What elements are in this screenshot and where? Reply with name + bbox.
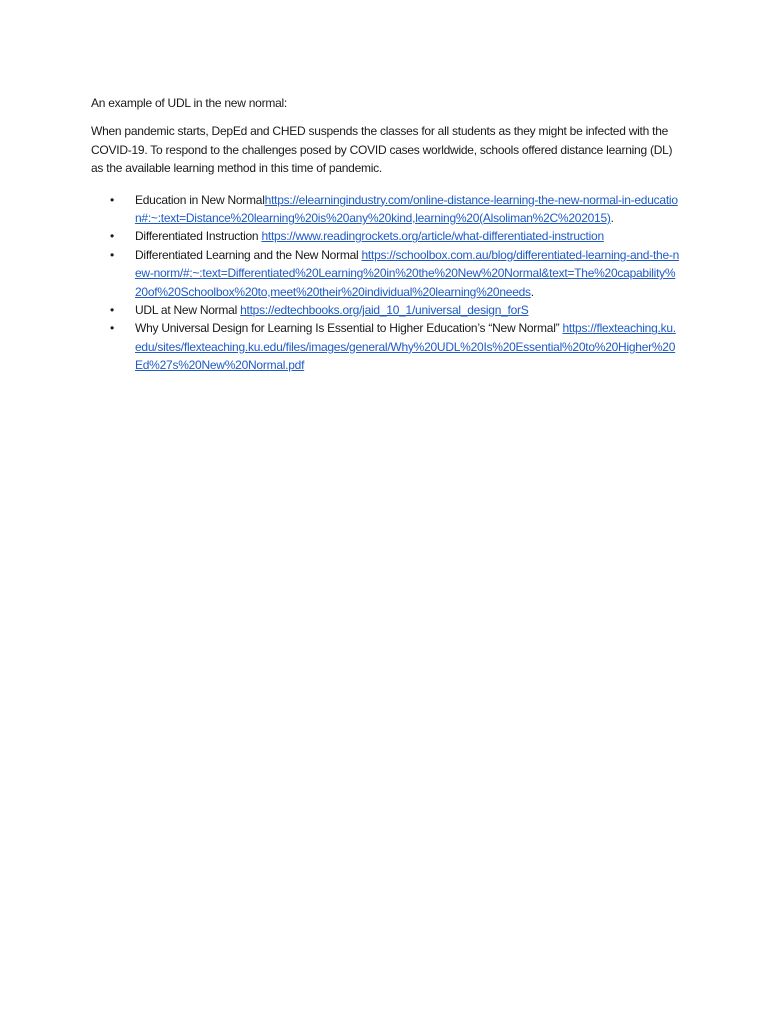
reference-list: [91, 191, 681, 375]
reference-link[interactable]: https://edtechbooks.org/jaid_10_1/universal_design_forS: [240, 303, 529, 318]
bullet-icon: •: [110, 247, 114, 262]
reference-title: Why Universal Design for Learning Is Essential to Higher Education’s “New Normal”: [135, 321, 563, 336]
list-item: [91, 301, 681, 319]
list-item: [91, 319, 681, 374]
reference-link[interactable]: https://elearningindustry.com/online-distance-learning-the-new-normal-in-education#:~:text=Distance%20learning%20is%20any%20kind,learning%20(Alsoliman%2C%202015): [135, 192, 678, 226]
list-item: [91, 191, 681, 228]
intro-paragraph: When pandemic starts, DepEd and CHED suspends the classes for all students as they might be infected with the COVID-19. To respond to the challenges posed by COVID cases worldwide, schools offered distance learning (DL) as the available learning method in this time of pandemic.: [91, 124, 673, 176]
list-item: [91, 227, 681, 245]
reference-title: UDL at New Normal: [135, 303, 241, 318]
list-item: [91, 246, 681, 301]
bullet-icon: •: [110, 229, 114, 244]
bullet-icon: •: [110, 321, 114, 336]
reference-title: Differentiated Learning and the New Normal: [135, 247, 362, 262]
document-heading: An example of UDL in the new normal:: [91, 96, 287, 110]
reference-suffix: .: [530, 284, 534, 299]
bullet-icon: •: [110, 192, 114, 207]
reference-link[interactable]: https://www.readingrockets.org/article/what-differentiated-instruction: [261, 229, 604, 244]
document-body: [91, 94, 681, 375]
bullet-icon: •: [110, 303, 114, 318]
reference-title: Education in New Normal: [135, 192, 265, 207]
reference-link[interactable]: https://schoolbox.com.au/blog/differentiated-learning-and-the-new-norm/#:~:text=Differentiated%20Learning%20in%20the%20New%20Normal&text=The%20capability%20of%20Schoolbox%20to,meet%20their%20individual%20learning%20needs: [135, 247, 680, 299]
reference-link[interactable]: https://flexteaching.ku.edu/sites/flexteaching.ku.edu/files/images/general/Why%20UDL%20Is%20Essential%20to%20Higher%20Ed%27s%20New%20Normal.pdf: [135, 321, 676, 373]
reference-suffix: .: [610, 211, 614, 226]
reference-title: Differentiated Instruction: [135, 229, 262, 244]
